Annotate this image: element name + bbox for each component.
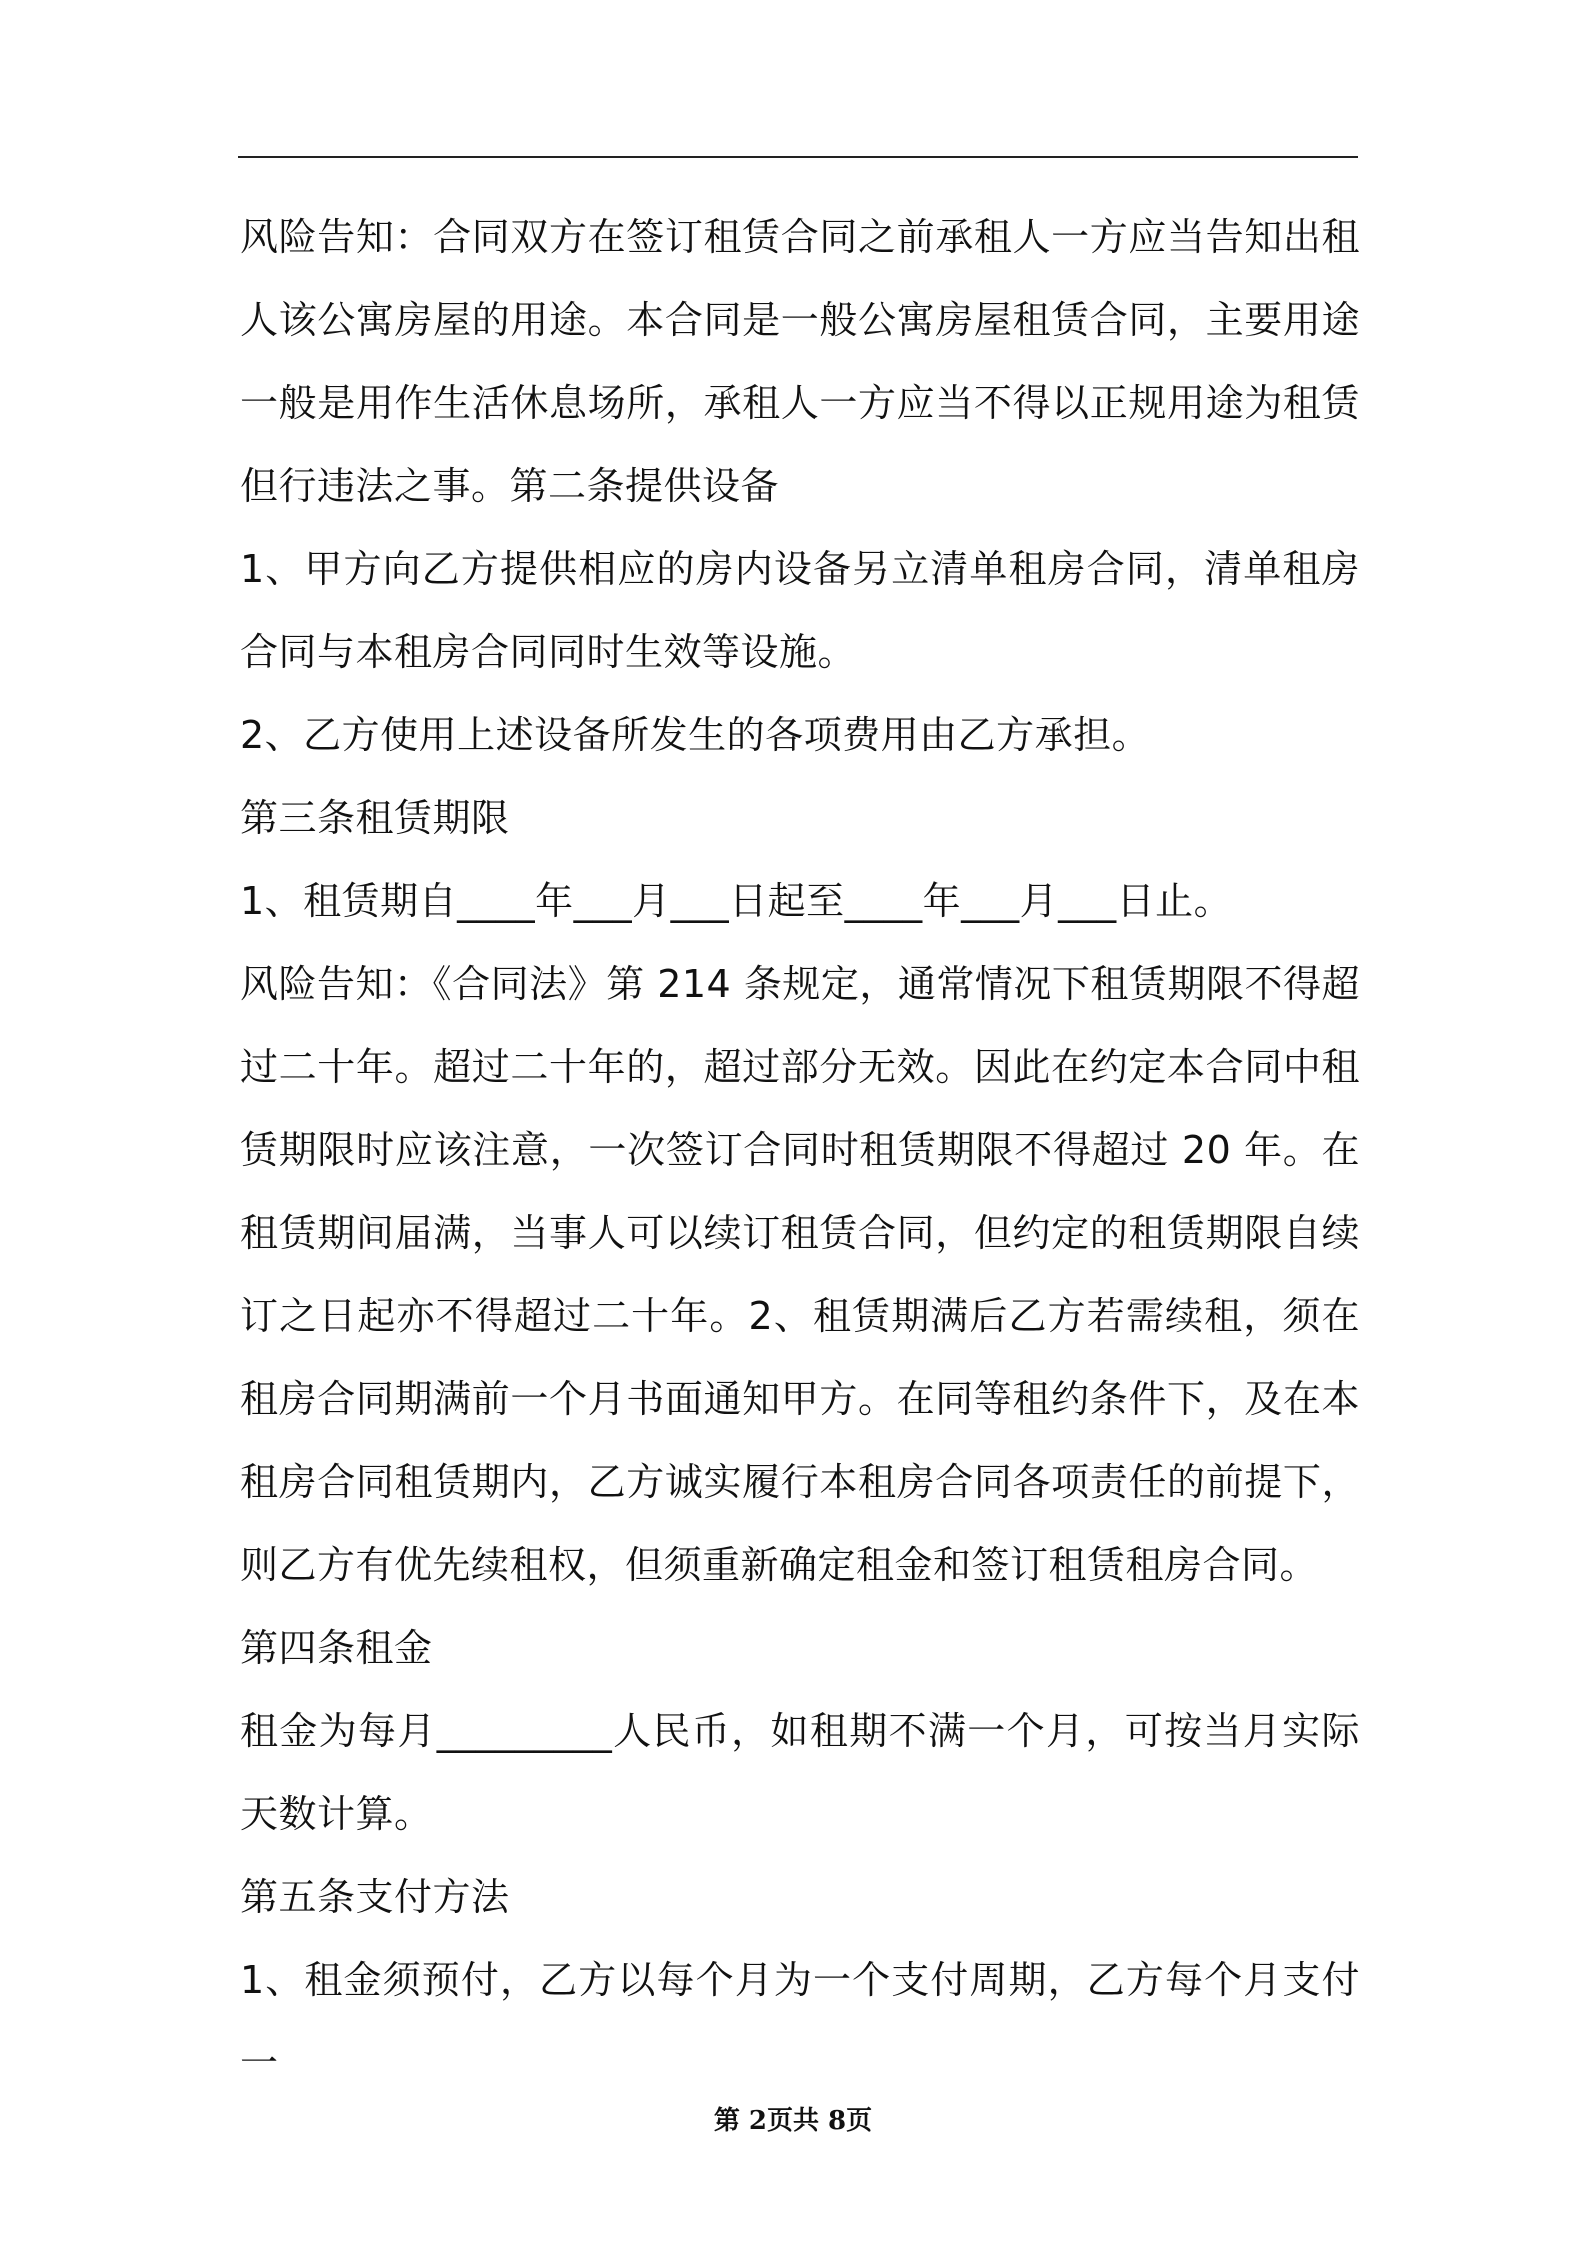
paragraph-lease-period: 1、租赁期自____年___月___日起至____年___月___日止。 xyxy=(240,879,1233,923)
page-number: 第 2页共 8页 xyxy=(713,2106,873,2136)
document-body xyxy=(240,196,1360,2105)
paragraph-payment-prepay: 1、租金须预付，乙方以每个月为一个支付周期，乙方每个月支付一 xyxy=(240,1958,1360,2085)
paragraph-risk-notice-usage: 风险告知：合同双方在签订租赁合同之前承租人一方应当告知出租人该公寓房屋的用途。本合同是一般公寓房屋租赁合同，主要用途一般是用作生活休息场所，承租人一方应当不得以正规用途为租赁但行违法之事。第二条提供设备 xyxy=(240,215,1360,508)
heading-article-4: 第四条租金 xyxy=(240,1626,433,1670)
paragraph-rent-amount: 租金为每月_________人民币，如租期不满一个月，可按当月实际天数计算。 xyxy=(240,1709,1360,1836)
paragraph-equipment-list: 1、甲方向乙方提供相应的房内设备另立清单租房合同，清单租房合同与本租房合同同时生效等设施。 xyxy=(240,547,1360,674)
header-rule xyxy=(238,156,1358,158)
paragraph-risk-notice-term: 风险告知：《合同法》第 214 条规定，通常情况下租赁期限不得超过二十年。超过二十年的，超过部分无效。因此在约定本合同中租赁期限时应该注意，一次签订合同时租赁期限不得超过 20 年。在租赁期间届满，当事人可以续订租赁合同，但约定的租赁期限自续订之日起亦不得超过二十年。2、租赁期满后乙方若需续租，须在租房合同期满前一个月书面通知甲方。在同等租约条件下，及在本租房合同租赁期内，乙方诚实履行本租房合同各项责任的前提下，则乙方有优先续租权，但须重新确定租金和签订租赁租房合同。 xyxy=(240,962,1360,1587)
paragraph-equipment-fees: 2、乙方使用上述设备所发生的各项费用由乙方承担。 xyxy=(240,713,1151,757)
heading-article-3: 第三条租赁期限 xyxy=(240,796,510,840)
heading-article-5: 第五条支付方法 xyxy=(240,1875,510,1919)
